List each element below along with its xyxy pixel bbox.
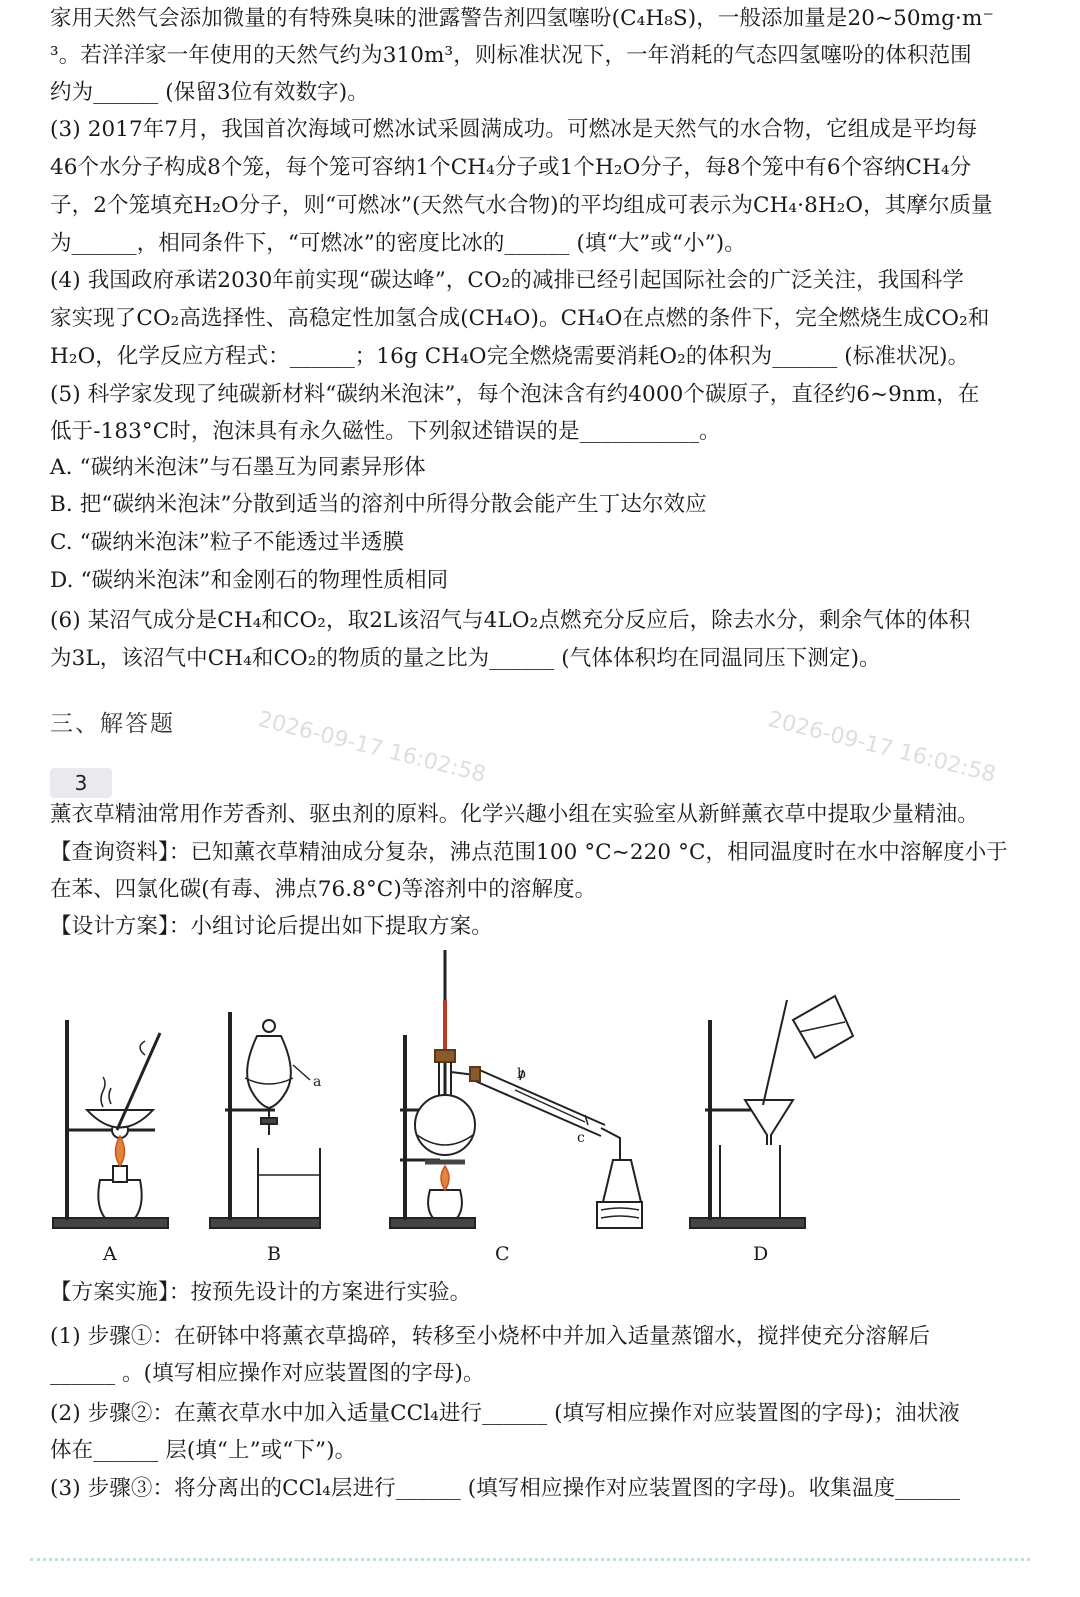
- label-d: D: [753, 1243, 769, 1265]
- label-b: B: [267, 1243, 281, 1265]
- text-line: 子，2个笼填充H₂O分子，则“可燃冰”(天然气水合物)的平均组成可表示为CH₄·8H₂O，其摩尔质量: [50, 193, 993, 218]
- section-title: 三、解答题: [50, 711, 175, 737]
- watermark: 2026-09-17 16:02:58: [765, 707, 999, 788]
- text-line: 【方案实施】：按预先设计的方案进行实验。: [50, 1280, 472, 1305]
- option-line: B. 把“碳纳米泡沫”分散到适当的溶剂中所得分散会能产生丁达尔效应: [50, 492, 707, 517]
- text-line: 体在______ 层(填“上”或“下”)。: [50, 1438, 357, 1463]
- text-line: (1) 步骤①：在研钵中将薰衣草捣碎，转移至小烧杯中并加入适量蒸馏水，搅拌使充分溶解后: [50, 1324, 931, 1349]
- text-line: (6) 某沼气成分是CH₄和CO₂，取2L该沼气与4LO₂点燃充分反应后，除去水分，剩余气体的体积: [50, 608, 971, 633]
- text-line: ______ 。(填写相应操作对应装置图的字母)。: [50, 1361, 485, 1386]
- label-c: C: [495, 1243, 510, 1265]
- text-line: 46个水分子构成8个笼，每个笼可容纳1个CH₄分子或1个H₂O分子，每8个笼中有6个容纳CH₄分: [50, 155, 972, 180]
- text-line: 低于-183°C时，泡沫具有永久磁性。下列叙述错误的是___________。: [50, 419, 721, 444]
- annotation-c: c: [577, 1130, 585, 1146]
- page-divider: [30, 1558, 1030, 1561]
- question-number-badge: 3: [50, 768, 112, 798]
- text-line: 【设计方案】：小组讨论后提出如下提取方案。: [50, 914, 493, 939]
- text-line: (2) 步骤②：在薰衣草水中加入适量CCl₄进行______ (填写相应操作对应装置图的字母)；油状液: [50, 1401, 960, 1426]
- text-line: (4) 我国政府承诺2030年前实现“碳达峰”，CO₂的减排已经引起国际社会的广泛关注，我国科学: [50, 268, 964, 293]
- text-line: (3) 步骤③：将分离出的CCl₄层进行______ (填写相应操作对应装置图的字母)。收集温度______: [50, 1476, 961, 1501]
- text-line: H₂O，化学反应方程式：______；16g CH₄O完全燃烧需要消耗O₂的体积为______ (标准状况)。: [50, 344, 970, 369]
- text-line: 在苯、四氯化碳(有毒、沸点76.8°C)等溶剂中的溶解度。: [50, 877, 597, 902]
- annotation-a: a: [313, 1074, 322, 1090]
- apparatus-figure: [45, 940, 925, 1270]
- text-line: (5) 科学家发现了纯碳新材料“碳纳米泡沫”，每个泡沫含有约4000个碳原子，直径约6~9nm，在: [50, 382, 980, 407]
- label-a: A: [103, 1243, 117, 1265]
- text-line: 为______，相同条件下，“可燃冰”的密度比冰的______ (填“大”或“小”)。: [50, 231, 746, 256]
- text-line: ³。若洋洋家一年使用的天然气约为310m³，则标准状况下，一年消耗的气态四氢噻吩的体积范围: [50, 43, 972, 68]
- text-line: 【查询资料】：已知薰衣草精油成分复杂，沸点范围100 °C~220 °C，相同温度时在水中溶解度小于: [50, 840, 1008, 865]
- option-line: C. “碳纳米泡沫”粒子不能透过半透膜: [50, 530, 405, 555]
- text-line: 约为______ (保留3位有效数字)。: [50, 80, 369, 105]
- watermark: 2026-09-17 16:02:58: [255, 707, 489, 788]
- apparatus-d: [690, 996, 853, 1228]
- annotation-b: b: [517, 1066, 526, 1082]
- option-line: D. “碳纳米泡沫”和金刚石的物理性质相同: [50, 568, 449, 593]
- apparatus-b: [210, 1012, 320, 1228]
- text-line: 家用天然气会添加微量的有特殊臭味的泄露警告剂四氢噻吩(C₄H₈S)，一般添加量是20~50mg·m⁻: [50, 6, 994, 31]
- text-line: 家实现了CO₂高选择性、高稳定性加氢合成(CH₄O)。CH₄O在点燃的条件下，完全燃烧生成CO₂和: [50, 306, 990, 331]
- text-line: (3) 2017年7月，我国首次海域可燃冰试采圆满成功。可燃冰是天然气的水合物，它组成是平均每: [50, 117, 978, 142]
- text-line: 薰衣草精油常用作芳香剂、驱虫剂的原料。化学兴趣小组在实验室从新鲜薰衣草中提取少量精油。: [50, 802, 979, 827]
- apparatus-a: [53, 1020, 168, 1228]
- option-line: A. “碳纳米泡沫”与石墨互为同素异形体: [50, 455, 426, 480]
- text-line: 为3L，该沼气中CH₄和CO₂的物质的量之比为______ (气体体积均在同温同压下测定)。: [50, 646, 881, 671]
- apparatus-c: [390, 950, 642, 1228]
